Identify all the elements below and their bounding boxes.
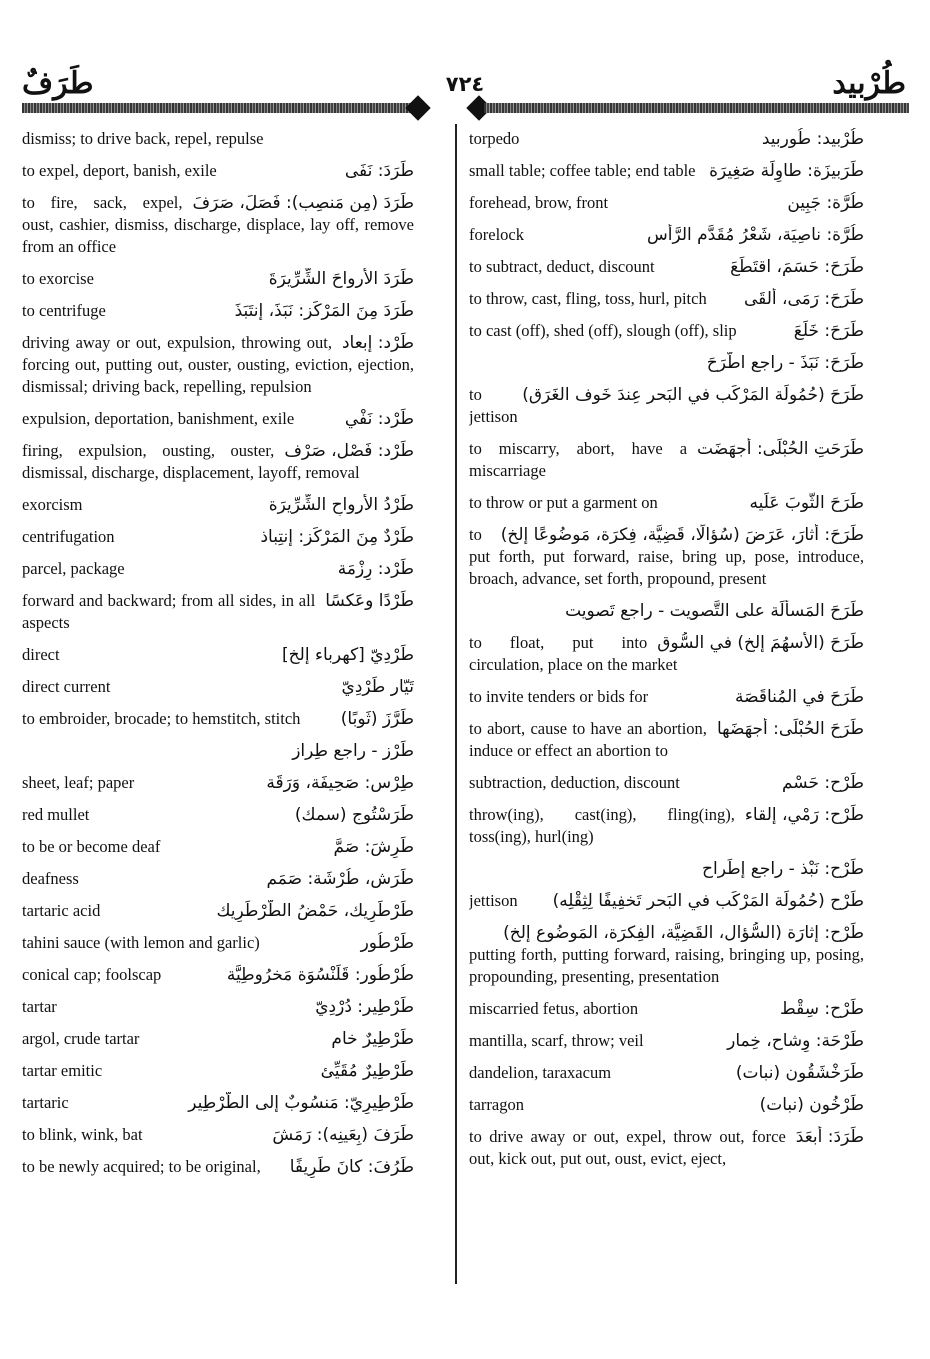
english-definition: to blink, wink, bat: [22, 1125, 143, 1144]
english-definition: to be or become deaf: [22, 837, 161, 856]
arabic-headword: طَرَدَ مِنَ المَرْكَز: نَبَذَ، إنتَبَذَ: [234, 301, 414, 321]
english-definition: argol, crude tartar: [22, 1029, 140, 1048]
arabic-headword: طَرْد: إبعاد: [341, 333, 414, 353]
english-definition: forehead, brow, front: [469, 193, 609, 212]
left-entry: [22, 644, 414, 666]
english-definition: firing, expulsion, ousting, ouster, dismissal, discharge, displacement, layoff, removal: [22, 441, 360, 482]
arabic-headword: طَرَحَ في المُناقَصَة: [734, 687, 864, 707]
english-definition: red mullet: [22, 805, 90, 824]
english-definition: jettison: [469, 891, 518, 910]
arabic-headword: طَرَحَ المَسأَلَة على التَّصويت - راجع تَصويت: [565, 601, 864, 621]
english-definition: dandelion, taraxacum: [469, 1063, 612, 1082]
arabic-headword: طَرَحَتِ الحُبْلَى: أجهَضَت: [697, 439, 864, 459]
right-entry: [469, 922, 864, 988]
right-entry: [469, 600, 864, 622]
right-entry: [469, 192, 864, 214]
english-definition: to float, put into circulation, place on the market: [469, 633, 678, 674]
english-definition: conical cap; foolscap: [22, 965, 162, 984]
english-definition: sheet, leaf; paper: [22, 773, 135, 792]
left-entry: [22, 932, 414, 954]
english-definition: tartaric: [22, 1093, 69, 1112]
right-entry: [469, 384, 864, 428]
right-column: [469, 128, 864, 1180]
left-entry: [22, 1028, 414, 1050]
arabic-headword: طَرِشَ: صَمَّ: [333, 837, 414, 857]
right-entry: [469, 1030, 864, 1052]
right-entry: [469, 256, 864, 278]
arabic-headword: طَرَفَ (بِعَينِه): رَمَشَ: [272, 1125, 414, 1145]
arabic-headword: طَرْز - راجع طِراز: [292, 741, 414, 761]
arabic-headword: طَرَبيزَة: طاوِلَة صَغِيرَة: [709, 161, 864, 181]
left-entry: [22, 900, 414, 922]
column-divider: [455, 124, 457, 1284]
arabic-headword: طَرْد: فَصْل، صَرْف: [284, 441, 414, 461]
english-definition: tartar: [22, 997, 57, 1016]
arabic-headword: طَرْطَرِيك، حَمْضُ الطَّرْطَرِيك: [216, 901, 414, 921]
arabic-headword: طَرَحَ الحُبْلَى: أجهَضَها: [716, 719, 864, 739]
right-entry: [469, 686, 864, 708]
left-entry: [22, 558, 414, 580]
left-entry: [22, 128, 414, 150]
arabic-headword: طُرْبيد: طُوربيد: [761, 129, 864, 149]
english-definition: forward and backward; from all sides, in all aspects: [22, 591, 316, 632]
arabic-headword: طَرَحَ: نَبَذَ - راجع اطَّرَحَ: [706, 353, 864, 373]
left-entry: [22, 1092, 414, 1114]
left-entry: [22, 1060, 414, 1082]
english-definition: expulsion, deportation, banishment, exile: [22, 409, 295, 428]
ornament-band-left: [22, 103, 417, 113]
english-definition: driving away or out, expulsion, throwing out, forcing out, putting out, ouster, ousting, eviction, ejection, dismissal; driving back, repelling, repulsion: [22, 333, 414, 396]
english-definition: to put forth, put forward, raise, bring up, pose, introduce, broach, advance, set forth, propound, present: [469, 525, 864, 588]
arabic-headword: طَرْدًا وعَكسًا: [325, 591, 414, 611]
english-definition: putting forth, putting forward, raising, bringing up, posing, propounding, presenting, presentation: [469, 945, 864, 986]
arabic-headword: طَرْطِير: دُرْدِيّ: [315, 997, 414, 1017]
english-definition: to drive away or out, expel, throw out, force out, kick out, put out, oust, evict, eject,: [469, 1127, 786, 1168]
left-entry: [22, 192, 414, 258]
right-entry: [469, 804, 864, 848]
right-entry: [469, 1094, 864, 1116]
english-definition: to fire, sack, expel, oust, cashier, dismiss, discharge, displace, lay off, remove from an office: [22, 193, 414, 256]
left-entry: [22, 836, 414, 858]
left-entry: [22, 440, 414, 484]
left-entry: [22, 268, 414, 290]
arabic-headword: طُرْطُور: قَلَنْسُوَة مَخرُوطِيَّة: [226, 965, 414, 985]
arabic-headword: طَرَش، طُرْشَة: صَمَم: [266, 869, 414, 889]
left-entry: [22, 964, 414, 986]
arabic-headword: طِرْس: صَحِيفَة، وَرَقَة: [266, 773, 414, 793]
english-definition: to embroider, brocade; to hemstitch, stitch: [22, 709, 301, 728]
arabic-headword: طَرْدِيّ [كهرباء إلخ]: [282, 645, 414, 665]
english-definition: to expel, deport, banish, exile: [22, 161, 217, 180]
arabic-headword: طَرْح: إثارَة (السُّؤال، القَضِيَّة، الفِكرَة، المَوضُوع إلخ): [503, 923, 864, 943]
left-entry: [22, 740, 414, 762]
right-entry: [469, 772, 864, 794]
left-entry: [22, 526, 414, 548]
right-entry: [469, 160, 864, 182]
english-definition: centrifugation: [22, 527, 115, 546]
left-entry: [22, 160, 414, 182]
arabic-headword: طَرَدَ: أَبعَدَ: [795, 1127, 864, 1147]
english-definition: to miscarry, abort, have a miscarriage: [469, 439, 688, 480]
arabic-headword: طَرْح: نَبْذ - راجع إطِّراح: [702, 859, 864, 879]
arabic-headword: طَرَدَ الأَرواحَ الشِّرِّيرَةَ: [268, 269, 414, 289]
right-entry: [469, 632, 864, 676]
english-definition: to throw, cast, fling, toss, hurl, pitch: [469, 289, 707, 308]
arabic-headword: طَرَحَ: رَمَى، أَلقَى: [743, 289, 864, 309]
left-entry: [22, 868, 414, 890]
arabic-headword: طُرَّة: ناصِيَة، شَعْرُ مُقَدَّم الرَّأس: [647, 225, 864, 245]
arabic-headword: تَيّار طَرْدِيّ: [341, 677, 414, 697]
right-entry: [469, 224, 864, 246]
english-definition: to exorcise: [22, 269, 94, 288]
left-entry: [22, 1156, 414, 1178]
header-first-word: طُرْبيد: [832, 66, 906, 101]
right-entry: [469, 524, 864, 590]
right-entry: [469, 128, 864, 150]
arabic-headword: طَرَحَ (الأَسهُمَ إلخ) في السُّوق: [657, 633, 864, 653]
english-definition: direct current: [22, 677, 111, 696]
arabic-headword: طَرَحَ الثَّوبَ عَلَيه: [749, 493, 864, 513]
ornament-band-right: [484, 103, 909, 113]
arabic-headword: طَرْح: حَسْم: [781, 773, 864, 793]
english-definition: to cast (off), shed (off), slough (off), slip: [469, 321, 737, 340]
right-entry: [469, 1126, 864, 1170]
arabic-headword: طَرَدَ: نَفَى: [344, 161, 414, 181]
left-entry: [22, 676, 414, 698]
english-definition: to centrifuge: [22, 301, 106, 320]
arabic-headword: طَرَحَ: خَلَعَ: [793, 321, 864, 341]
english-definition: to throw or put a garment on: [469, 493, 658, 512]
left-entry: [22, 996, 414, 1018]
arabic-headword: طَرْد: نَفْي: [344, 409, 414, 429]
arabic-headword: طَرُفَ: كانَ طَرِيفًا: [289, 1157, 414, 1177]
arabic-headword: طَرَدَ (مِن مَنصِب): فَصَلَ، صَرَفَ: [192, 193, 414, 213]
left-entry: [22, 332, 414, 398]
arabic-headword: طَرَحَ (حُمُولَة المَرْكَب في البَحر عِندَ خَوف الغَرَق): [522, 385, 864, 405]
right-entry: [469, 352, 864, 374]
english-definition: exorcism: [22, 495, 83, 514]
left-entry: [22, 300, 414, 322]
english-definition: to subtract, deduct, discount: [469, 257, 655, 276]
english-definition: tahini sauce (with lemon and garlic): [22, 933, 260, 952]
right-entry: [469, 492, 864, 514]
english-definition: torpedo: [469, 129, 520, 148]
english-definition: throw(ing), cast(ing), fling(ing), toss(ing), hurl(ing): [469, 805, 735, 846]
right-entry: [469, 890, 864, 912]
english-definition: miscarried fetus, abortion: [469, 999, 639, 1018]
english-definition: to be newly acquired; to be original,: [22, 1157, 261, 1176]
english-definition: small table; coffee table; end table: [469, 161, 696, 180]
left-entry: [22, 1124, 414, 1146]
left-entry: [22, 494, 414, 516]
arabic-headword: طَرْخُون (نبات): [759, 1095, 864, 1115]
left-entry: [22, 772, 414, 794]
arabic-headword: طَرْطِيرِيّ: مَنسُوبٌ إلى الطَّرْطِير: [188, 1093, 414, 1113]
english-definition: to jettison: [469, 385, 518, 426]
english-definition: tartaric acid: [22, 901, 101, 920]
english-definition: dismiss; to drive back, repel, repulse: [22, 129, 264, 148]
english-definition: direct: [22, 645, 60, 664]
right-entry: [469, 1062, 864, 1084]
arabic-headword: طَرْطُور: [360, 933, 414, 953]
left-entry: [22, 590, 414, 634]
ornament-diamond-left: [405, 95, 430, 120]
english-definition: to invite tenders or bids for: [469, 687, 649, 706]
english-definition: forelock: [469, 225, 524, 244]
arabic-headword: طَرْدُ الأَرواحِ الشِّرِّيرَة: [268, 495, 414, 515]
english-definition: deafness: [22, 869, 79, 888]
arabic-headword: طَرْح: سِقْط: [780, 999, 864, 1019]
arabic-headword: طَرَّزَ (ثَوبًا): [340, 709, 414, 729]
arabic-headword: طَرْحَة: وِشاح، خِمار: [727, 1031, 864, 1051]
right-entry: [469, 998, 864, 1020]
right-entry: [469, 718, 864, 762]
right-entry: [469, 320, 864, 342]
arabic-headword: طَرْدٌ مِنَ المَرْكَز: إنتِباذ: [260, 527, 414, 547]
right-entry: [469, 438, 864, 482]
arabic-headword: طَرَحَ: أَثارَ، عَرَضَ (سُؤالًا، قَضِيَّة، فِكرَة، مَوضُوعًا إلخ): [500, 525, 864, 545]
english-definition: tarragon: [469, 1095, 524, 1114]
right-entry: [469, 858, 864, 880]
header-last-word: طَرَفٌ: [22, 66, 94, 101]
arabic-headword: طَرَحَ: حَسَمَ، اقتَطَعَ: [730, 257, 864, 277]
left-entry: [22, 408, 414, 430]
english-definition: subtraction, deduction, discount: [469, 773, 680, 792]
english-definition: tartar emitic: [22, 1061, 103, 1080]
arabic-headword: طَرْح (حُمُولَة المَرْكَب في البَحر تَخفِيفًا لِثِقْلِه): [552, 891, 864, 911]
arabic-headword: طَرَخْشَقُون (نبات): [735, 1063, 864, 1083]
arabic-headword: طَرْطِيرٌ خام: [331, 1029, 414, 1049]
arabic-headword: طَرْد: رِزْمَة: [337, 559, 414, 579]
right-entry: [469, 288, 864, 310]
english-definition: to abort, cause to have an abortion, induce or effect an abortion to: [469, 719, 707, 760]
left-entry: [22, 708, 414, 730]
arabic-headword: طَرْطِيرٌ مُقَيِّئ: [320, 1061, 414, 1081]
left-column: [22, 128, 414, 1188]
page-number: ٧٢٤: [445, 72, 485, 96]
english-definition: parcel, package: [22, 559, 125, 578]
arabic-headword: طُرَّة: جَبِين: [787, 193, 864, 213]
left-entry: [22, 804, 414, 826]
arabic-headword: طَرْح: رَمْي، إلقاء: [744, 805, 864, 825]
arabic-headword: طَرَسْتُوج (سمك): [294, 805, 414, 825]
english-definition: mantilla, scarf, throw; veil: [469, 1031, 644, 1050]
